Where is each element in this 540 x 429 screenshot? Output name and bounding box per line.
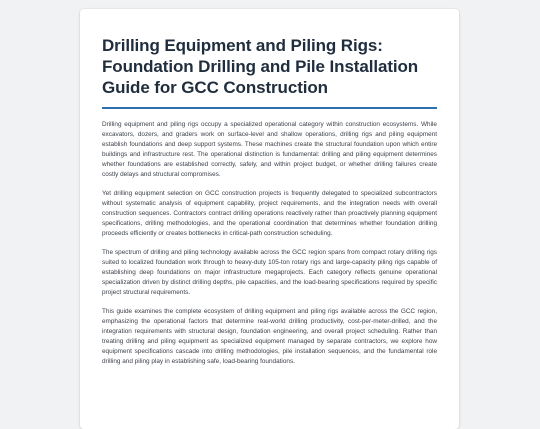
- article-paragraph: Yet drilling equipment selection on GCC construction projects is frequently delegated to specialized subcontractors without systematic analysis of equipment capability, project requirements, and the integration needs with overall construction sequences. Contractors contract drilling operations reactively rather than proactively planning equipment specifications, drilling methodologies, and the operational coordination that determines whether foundation drilling proceeds efficiently or creates bottlenecks in critical-path construction scheduling.: [102, 190, 437, 238]
- article-paragraph: This guide examines the complete ecosystem of drilling equipment and piling rigs available across the GCC region, emphasizing the operational factors that determine real-world drilling productivity, cost-per-meter-drilled, and the integration requirements with structural design, foundation engineering, and overall project scheduling. Rather than treating drilling and piling equipment as specialized equipment managed by separate contractors, we explore how equipment specifications cascade into drilling methodologies, pile installation sequences, and the fundamental role drilling and piling play in establishing safe, load-bearing foundations.: [102, 308, 437, 366]
- article-card: [80, 9, 459, 429]
- title-divider: [102, 107, 437, 109]
- article-paragraph: Drilling equipment and piling rigs occupy a specialized operational category within construction ecosystems. While excavators, dozers, and graders work on surface-level and shallow operations, drilling rigs and piling equipment establish foundations and deep support systems. These machines create the structural foundation upon which entire buildings and infrastructure rest. The operational distinction is fundamental: drilling and piling equipment determines whether foundations are established correctly, safely, and within project budget, or whether drilling failures create costly delays and structural compromises.: [102, 121, 437, 179]
- article-title: Drilling Equipment and Piling Rigs: Foundation Drilling and Pile Installation Guide for GCC Construction: [102, 36, 419, 97]
- article-paragraph: The spectrum of drilling and piling technology available across the GCC region spans from compact rotary drilling rigs suited to localized foundation work through to heavy-duty 105-ton rotary rigs and large-capacity piling rigs capable of establishing deep foundations on major infrastructure megaprojects. Each category reflects genuine operational specialization driven by distinct drilling depths, pile capacities, and the load-bearing specifications required by specific project structural requirements.: [102, 249, 437, 297]
